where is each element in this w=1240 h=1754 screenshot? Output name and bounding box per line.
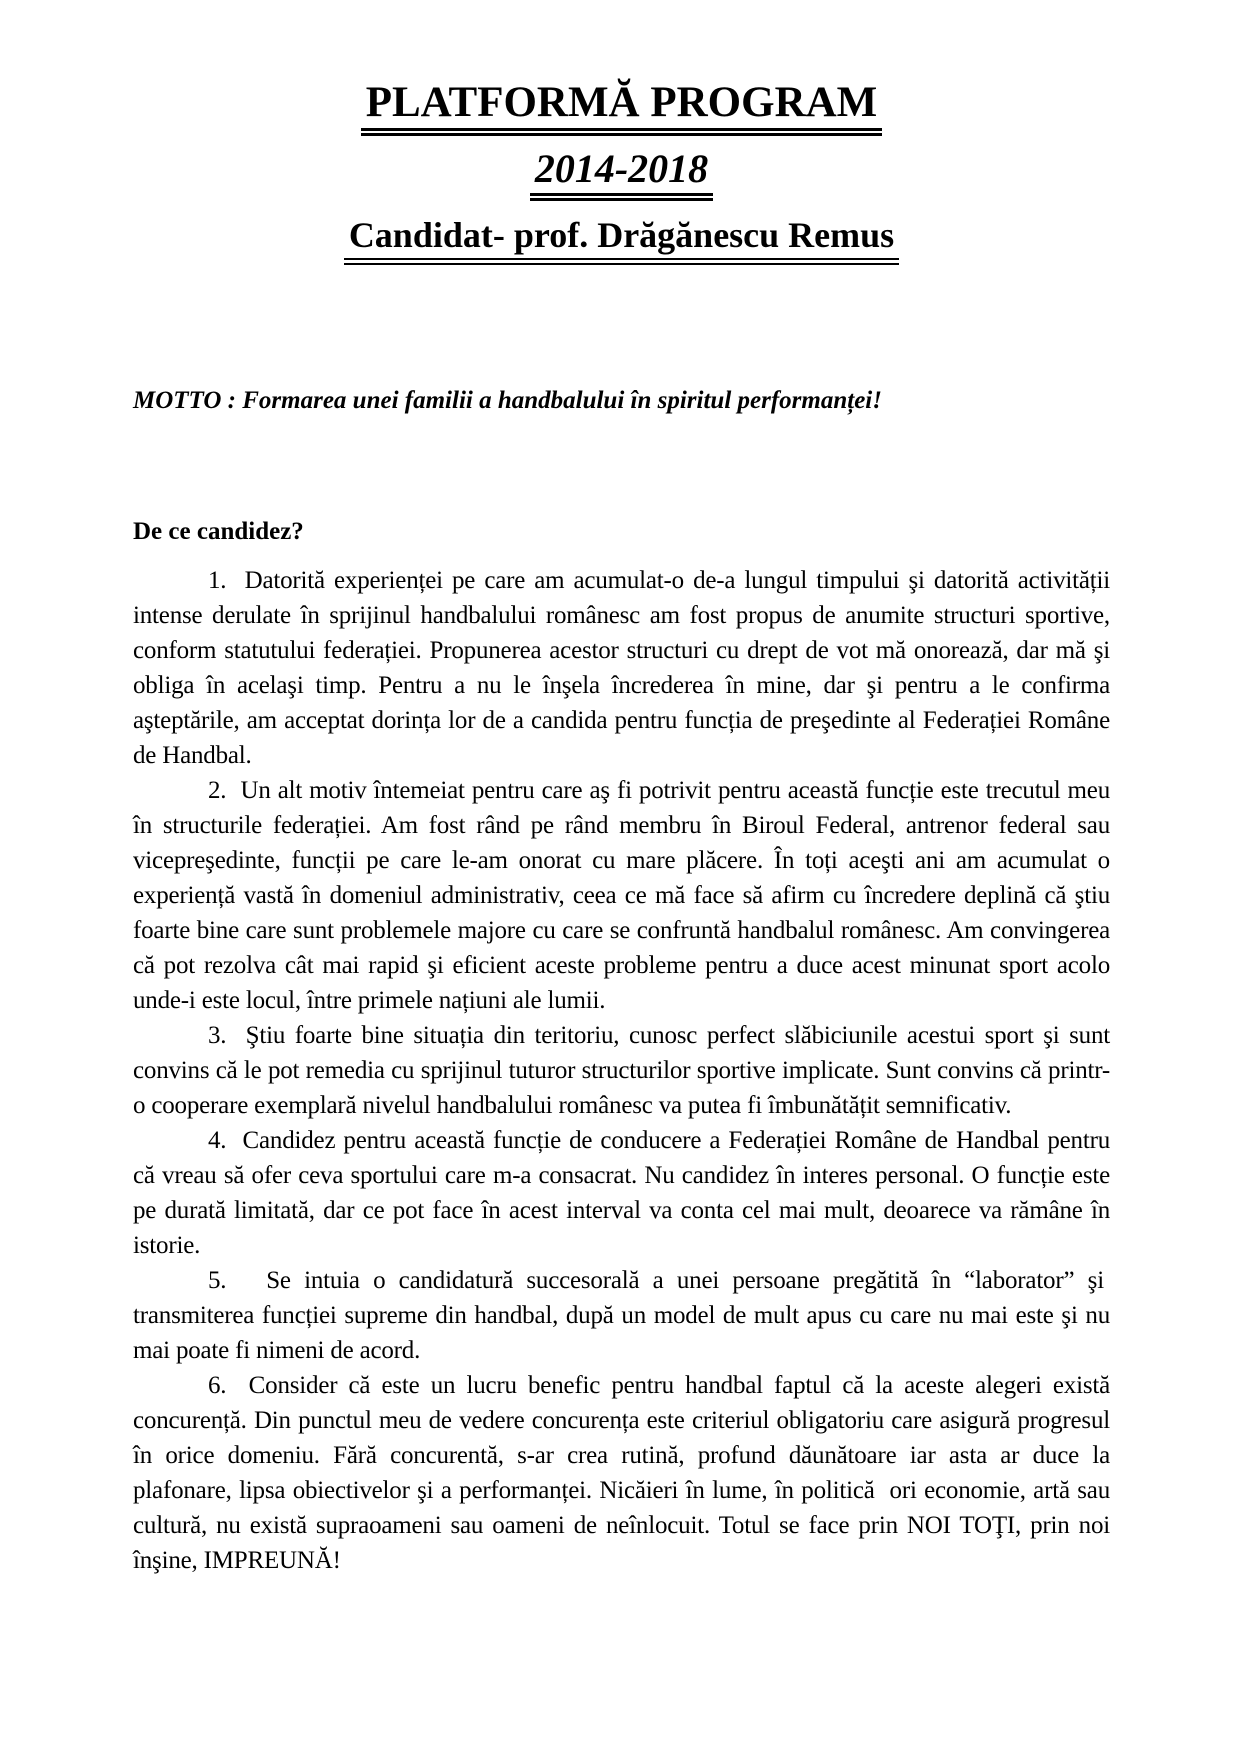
section-heading: De ce candidez?: [133, 518, 304, 546]
document-subtitle-text: 2014-2018: [530, 146, 713, 201]
motto-text: MOTTO : Formarea unei familii a handbalului în spiritul performanței!: [133, 386, 882, 414]
document-title: [133, 78, 1110, 136]
candidate-heading-text: Candidat- prof. Drăgănescu Remus: [344, 215, 899, 264]
paragraph-6: 6. Consider că este un lucru benefic pentru handbal faptul că la aceste alegeri există concurență. Din punctul meu de vedere concurența este criteriul obligatoriu care asigură progresul în orice domeniu. Fără concurentă, s-ar crea rutină, profund dăunătoare iar asta ar duce la plafonare, lipsa obiectivelor şi a performanței. Nicăieri în lume, în politică ori economie, artă sau cultură, nu există supraoameni sau oameni de neînlocuit. Totul se face prin NOI TOŢI, prin noi înşine, IMPREUNĂ!: [133, 1372, 1110, 1575]
paragraph-4: 4. Candidez pentru această funcție de conducere a Federației Române de Handbal pentru că vreau să ofer ceva sportului care m-a consacrat. Nu candidez în interes personal. O funcție este pe durată limitată, dar ce pot face în acest interval va conta cel mai mult, deoarece va rămâne în istorie.: [133, 1127, 1110, 1260]
document-title-text: PLATFORMĂ PROGRAM: [361, 78, 883, 136]
paragraphs-container: [133, 563, 1110, 1578]
candidate-heading: [133, 215, 1110, 264]
paragraph-2: 2. Un alt motiv întemeiat pentru care aş fi potrivit pentru această funcție este trecutul meu în structurile federației. Am fost rând pe rând membru în Biroul Federal, antrenor federal sau vicepreşedinte, funcții pe care le-am onorat cu mare plăcere. În toți aceşti ani am acumulat o experiență vastă în domeniul administrativ, ceea ce mă face să afirm cu încredere deplină că ştiu foarte bine care sunt problemele majore cu care se confruntă handbalul românesc. Am convingerea că pot rezolva cât mai rapid şi eficient aceste probleme pentru a duce acest minunat sport acolo unde-i este locul, între primele națiuni ale lumii.: [133, 777, 1110, 1015]
paragraph-5: 5. Se intuia o candidatură succesorală a unei persoane pregătită în “laborator” şi transmiterea funcției supreme din handbal, după un model de mult apus cu care nu mai este şi nu mai poate fi nimeni de acord.: [133, 1267, 1110, 1365]
paragraph-3: 3. Ştiu foarte bine situația din teritoriu, cunosc perfect slăbiciunile acestui sport şi sunt convins că le pot remedia cu sprijinul tuturor structurilor sportive implicate. Sunt convins că printr-o cooperare exemplară nivelul handbalului românesc va putea fi îmbunătățit semnificativ.: [133, 1022, 1110, 1120]
document-subtitle: [133, 146, 1110, 201]
paragraph-1: 1. Datorită experienței pe care am acumulat-o de-a lungul timpului şi datorită activității intense derulate în sprijinul handbalului românesc am fost propus de anumite structuri sportive, conform statutului federației. Propunerea acestor structuri cu drept de vot mă onorează, dar mă şi obliga în acelaşi timp. Pentru a nu le înşela încrederea în mine, dar şi pentru a le confirma aşteptările, am acceptat dorința lor de a candida pentru funcția de preşedinte al Federației Române de Handbal.: [133, 567, 1110, 770]
